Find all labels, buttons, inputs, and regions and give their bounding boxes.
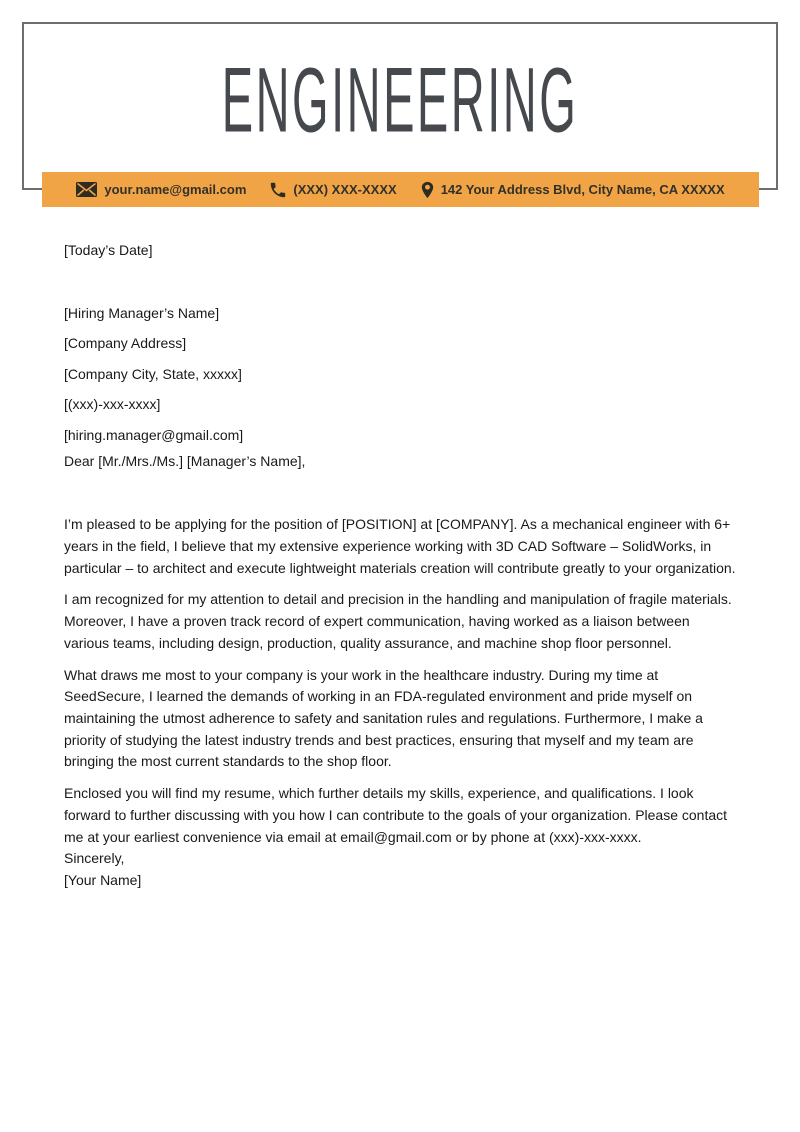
- signature-line: [Your Name]: [64, 871, 142, 888]
- date-line: [Today’s Date]: [64, 242, 153, 258]
- contact-email-text: your.name@gmail.com: [104, 182, 247, 197]
- body-paragraph: I’m pleased to be applying for the position of [POSITION] at [COMPANY]. As a mechanical engineer with 6+ years in the field, I believe that my extensive experience working with 3D CAD Software – SolidWorks, in particular – to architect and execute lightweight materials creation will contribute greatly to your organization.: [64, 516, 736, 576]
- contact-phone-text: (XXX) XXX-XXXX: [293, 182, 397, 197]
- header-box: [22, 22, 778, 190]
- salutation: Dear [Mr./Mrs./Ms.] [Manager’s Name],: [64, 452, 306, 469]
- contact-phone: [270, 182, 396, 198]
- contact-address: [421, 181, 725, 199]
- envelope-icon: [76, 182, 97, 197]
- phone-handset-icon: [270, 182, 286, 198]
- recipient-line: [Hiring Manager’s Name]: [64, 304, 220, 321]
- recipient-line: [(xxx)-xxx-xxxx]: [64, 396, 161, 413]
- body-paragraph: What draws me most to your company is your work in the healthcare industry. During my time at SeedSecure, I learned the demands of working in an FDA-regulated environment and pride myself on maintaining the utmost adherence to safety and sanitation rules and regulations. Furthermore, I make a priority of studying the latest industry trends and best practices, ensuring that myself and my team are bringing the most current standards to the shop floor.: [64, 666, 703, 770]
- body-paragraph: I am recognized for my attention to detail and precision in the handling and manipulation of fragile materials. Moreover, I have a proven track record of expert communication, having worked as a liaison between various teams, including design, production, quality assurance, and machine shop floor personnel.: [64, 591, 732, 651]
- recipient-line: [Company City, State, xxxxx]: [64, 365, 242, 382]
- closing-line: Sincerely,: [64, 850, 125, 867]
- recipient-line: [hiring.manager@gmail.com]: [64, 427, 244, 444]
- page-title: ENGINEERING: [221, 47, 579, 151]
- recipient-block: [64, 298, 738, 451]
- letter-body: [64, 240, 738, 892]
- contact-address-text: 142 Your Address Blvd, City Name, CA XXXXX: [440, 182, 725, 197]
- location-pin-icon: [421, 181, 434, 199]
- recipient-line: [Company Address]: [64, 335, 187, 352]
- contact-email: [76, 182, 246, 197]
- contact-bar: [42, 172, 759, 207]
- body-paragraph: Enclosed you will find my resume, which further details my skills, experience, and qualifications. I look forward to further discussing with you how I can contribute to the goals of your organization. Please contact me at your earliest convenience via email at email@gmail.com or by phone at (xxx)-xxx-xxxx.: [64, 785, 728, 845]
